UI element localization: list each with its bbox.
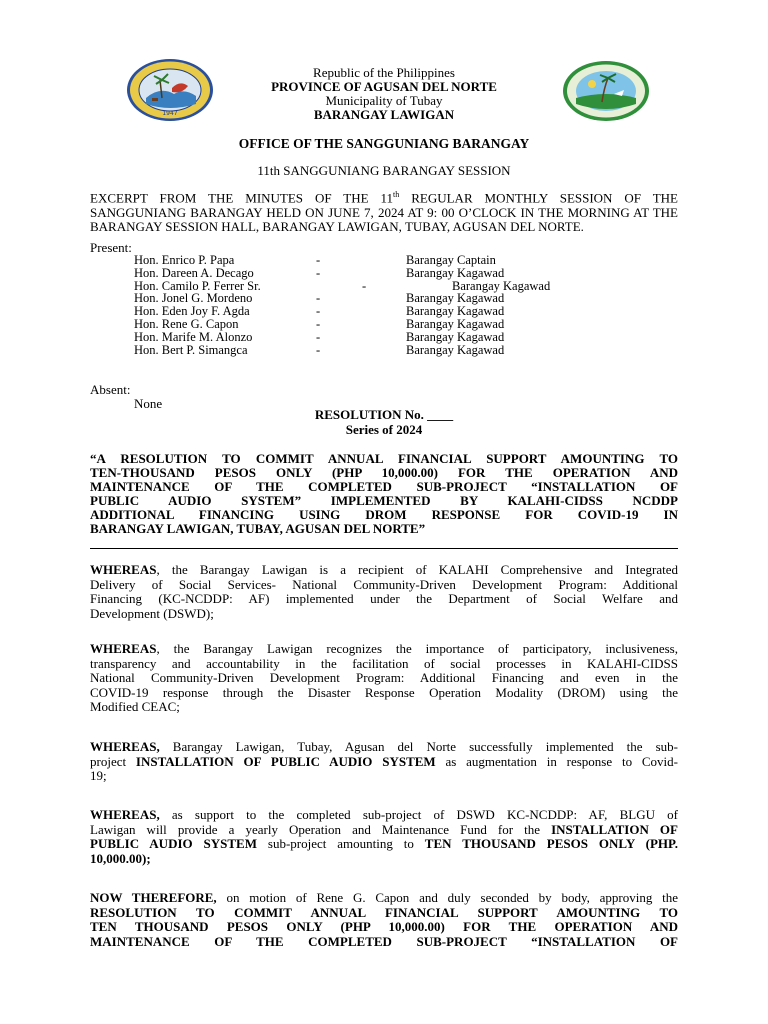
member-dash: -	[316, 253, 321, 267]
member-row	[134, 331, 634, 344]
clause-text: sub-project amounting to	[257, 836, 425, 852]
clause-line	[90, 740, 678, 755]
clause-line: National Community-Driven Development Program: Additional Financing and even in the	[90, 670, 678, 686]
member-name: Hon. Eden Joy F. Agda	[134, 304, 250, 319]
clause-text: , the Barangay Lawigan is a recipient of KALAHI Comprehensive and Integrated	[156, 562, 678, 577]
divider	[90, 548, 678, 549]
member-name: Hon. Dareen A. Decago	[134, 265, 254, 280]
member-position: Barangay Captain	[406, 253, 496, 267]
member-dash: -	[362, 278, 367, 293]
clause-emphasis: INSTALLATION OF PUBLIC AUDIO SYSTEM	[135, 753, 436, 769]
member-name: Hon. Bert P. Simangca	[134, 342, 248, 357]
resolution-title-line: BARANGAY LAWIGAN, TUBAY, AGUSAN DEL NORTE”	[90, 521, 426, 536]
whereas-clause-4	[90, 808, 678, 866]
clause-line: Delivery of Social Services- National Community-Driven Development Program: Additional	[90, 576, 678, 592]
clause-emphasis: RESOLUTION TO COMMIT ANNUAL FINANCIAL SUPPORT AMOUNTING TO	[90, 904, 678, 920]
excerpt-pre: EXCERPT FROM THE MINUTES OF THE 11	[90, 190, 394, 206]
members-list	[134, 254, 634, 356]
clause-emphasis: MAINTENANCE OF THE COMPLETED SUB-PROJECT “INSTALLATION OF	[90, 933, 678, 949]
clause-lead: WHEREAS,	[90, 739, 160, 754]
member-row	[134, 267, 634, 280]
excerpt-post: REGULAR MONTHLY SESSION OF THE SANGGUNIANG BARANGAY HELD ON JUNE 7, 2024 AT 9: 00 O’CLOCK IN THE MORNING AT THE BARANGAY SESSION HALL, BARANGAY LAWIGAN, TUBAY, AGUSAN DEL NORTE.	[90, 190, 678, 235]
whereas-clause-2	[90, 642, 678, 715]
member-position: Barangay Kagawad	[406, 265, 505, 280]
clause-line	[90, 755, 678, 770]
clause-text: Lawigan will provide a yearly Operation and Maintenance Fund for the	[90, 821, 552, 837]
absent-value: None	[134, 396, 163, 411]
member-dash: -	[316, 342, 321, 357]
minutes-excerpt	[90, 188, 678, 235]
header-province: PROVINCE OF AGUSAN DEL NORTE	[271, 79, 497, 94]
resolution-title-line: PUBLIC AUDIO SYSTEM” IMPLEMENTED BY KALAHI-CIDSS NCDDP	[90, 493, 678, 508]
header-republic: Republic of the Philippines	[313, 65, 455, 80]
seal-left-year: 1947	[162, 110, 178, 117]
clause-emphasis: TEN THOUSAND PESOS ONLY (PHP.	[424, 836, 679, 852]
member-dash: -	[316, 316, 321, 331]
member-dash: -	[316, 291, 321, 306]
clause-text: Barangay Lawigan, Tubay, Agusan del Norte successfully implemented the sub-	[159, 739, 678, 754]
clause-line: transparency and accountability in the facilitation of social processes in KALAHI-CIDSS	[90, 655, 678, 671]
office-title: OFFICE OF THE SANGGUNIANG BARANGAY	[238, 136, 530, 151]
clause-emphasis: TEN THOUSAND PESOS ONLY (PHP 10,000.00) FOR THE OPERATION AND	[90, 919, 678, 935]
member-name: Hon. Rene G. Capon	[134, 316, 239, 331]
member-row	[134, 254, 634, 267]
absent-label: Absent:	[90, 382, 131, 397]
resolution-title-line: TEN-THOUSAND PESOS ONLY (PHP 10,000.00) FOR THE OPERATION AND	[90, 465, 678, 480]
member-position: Barangay Kagawad	[406, 342, 505, 357]
clause-line	[90, 891, 678, 906]
clause-line	[90, 642, 678, 657]
resolution-title-line: MAINTENANCE OF THE COMPLETED SUB-PROJECT “INSTALLATION OF	[90, 479, 678, 494]
clause-line	[90, 906, 678, 921]
clause-line: 19;	[90, 768, 107, 784]
clause-line: Modified CEAC;	[90, 699, 180, 715]
clause-emphasis: 10,000.00);	[90, 850, 151, 866]
clause-line	[90, 823, 678, 838]
clause-line	[90, 852, 678, 867]
member-name: Hon. Jonel G. Mordeno	[134, 291, 253, 306]
clause-text: , the Barangay Lawigan recognizes the importance of participatory, inclusiveness,	[156, 641, 678, 656]
clause-lead: WHEREAS	[90, 562, 157, 577]
clause-text: on motion of Rene G. Capon and duly seconded by body, approving the	[216, 890, 678, 905]
clause-line: Financing (KC-NCDDP: AF) implemented under the Department of Social Welfare and	[90, 591, 678, 607]
resolution-title-line: “A RESOLUTION TO COMMIT ANNUAL FINANCIAL SUPPORT AMOUNTING TO	[90, 451, 678, 466]
clause-line	[90, 935, 678, 950]
resolution-number: RESOLUTION No. ____	[314, 407, 454, 422]
document-header	[0, 66, 768, 122]
member-position: Barangay Kagawad	[406, 304, 505, 319]
clause-line	[90, 808, 678, 823]
clause-lead: WHEREAS	[90, 641, 157, 656]
member-position: Barangay Kagawad	[452, 278, 551, 293]
member-dash: -	[316, 265, 321, 280]
whereas-clause-1	[90, 563, 678, 621]
member-dash: -	[316, 304, 321, 319]
clause-text: project	[90, 753, 136, 769]
member-name: Hon. Marife M. Alonzo	[134, 329, 253, 344]
header-barangay: BARANGAY LAWIGAN	[313, 107, 455, 122]
member-row	[134, 344, 634, 357]
member-name: Hon. Camilo P. Ferrer Sr.	[134, 278, 261, 293]
clause-line: COVID-19 response through the Disaster Response Operation Modality (DROM) using the	[90, 684, 678, 700]
session-title: 11th SANGGUNIANG BARANGAY SESSION	[257, 163, 511, 178]
resolution-title	[90, 452, 678, 536]
clause-line	[90, 920, 678, 935]
clause-lead: NOW THEREFORE,	[90, 890, 217, 905]
clause-lead: WHEREAS,	[90, 807, 160, 822]
clause-text: as support to the completed sub-project of DSWD KC-NCDDP: AF, BLGU of	[159, 807, 678, 822]
clause-emphasis: INSTALLATION OF	[551, 821, 678, 837]
whereas-clause-3	[90, 740, 678, 784]
member-position: Barangay Kagawad	[406, 291, 505, 306]
now-therefore-clause	[90, 891, 678, 949]
resolution-series: Series of 2024	[345, 422, 423, 437]
member-name: Hon. Enrico P. Papa	[134, 253, 235, 267]
member-row	[134, 318, 634, 331]
clause-line	[90, 837, 678, 852]
clause-emphasis: PUBLIC AUDIO SYSTEM	[90, 836, 257, 852]
member-dash: -	[316, 329, 321, 344]
member-position: Barangay Kagawad	[406, 329, 505, 344]
clause-text: as augmentation in response to Covid-	[435, 753, 678, 769]
clause-line: Development (DSWD);	[90, 605, 214, 621]
present-label: Present:	[90, 240, 132, 255]
member-position: Barangay Kagawad	[406, 316, 505, 331]
resolution-heading	[0, 407, 768, 437]
header-municipality: Municipality of Tubay	[325, 93, 443, 108]
resolution-title-line: ADDITIONAL FINANCING USING DROM RESPONSE FOR COVID-19 IN	[90, 507, 678, 522]
excerpt-sup: th	[393, 190, 400, 199]
clause-line	[90, 563, 678, 578]
